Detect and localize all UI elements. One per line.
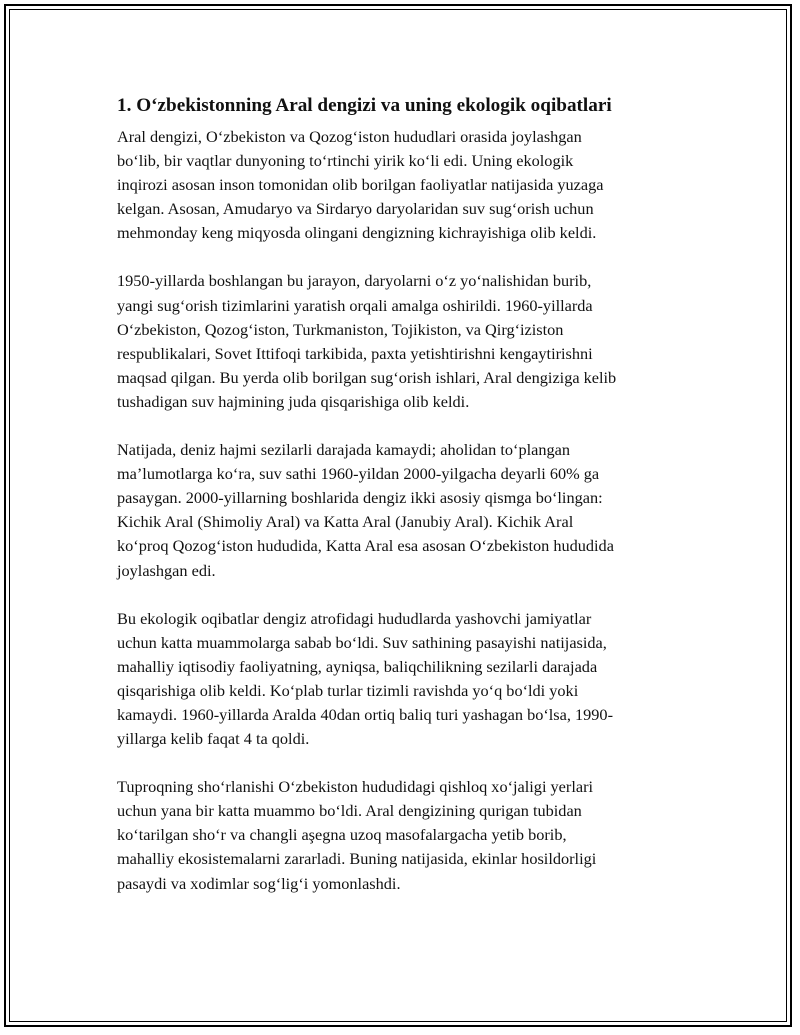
paragraph-1: Aral dengizi, O‘zbekiston va Qozog‘iston hududlari orasida joylashgan bo‘lib, bir vaqtlar dunyoning to‘rtinchi yirik ko‘li edi. Uning ekologik inqirozi asosan inson tomonidan olib borilgan faoliyatlar natijasida yuzaga kelgan. Asosan, Amudaryo va Sirdaryo daryolaridan suv sug‘orish uchun mehmonday keng miqyosda olingani dengizning kichrayishiga olib keldi. [117,127,604,243]
paragraph-4: Bu ekologik oqibatlar dengiz atrofidagi hududlarda yashovchi jamiyatlar uchun katta muammolarga sabab bo‘ldi. Suv sathining pasayishi natijasida, mahalliy iqtisodiy faoliyatning, ayniqsa, baliqchilikning sezilarli darajada qisqarishiga olib keldi. Ko‘plab turlar tizimli ravishda yo‘q bo‘ldi yoki kamaydi. 1960-yillarda Aralda 40dan ortiq baliq turi yashagan bo‘lsa, 1990- yillarga kelib faqat 4 ta qoldi. [117,608,613,749]
paragraph-3: Natijada, deniz hajmi sezilarli darajada kamaydi; aholidan to‘plangan ma’lumotlarga ko‘ra, suv sathi 1960-yildan 2000-yilgacha deyarli 60% ga pasaygan. 2000-yillarning boshlarida dengiz ikki asosiy qismga bo‘lingan: Kichik Aral (Shimoliy Aral) va Katta Aral (Janubiy Aral). Kichik Aral ko‘proq Qozog‘iston hududida, Katta Aral esa asosan O‘zbekiston hududida joylashgan edi. [117,440,614,580]
paragraph-2: 1950-yillarda boshlangan bu jarayon, daryolarni o‘z yo‘nalishidan burib, yangi sug‘orish tizimlarini yaratish orqali amalga oshirildi. 1960-yillarda O‘zbekiston, Qozog‘iston, Turkmaniston, Tojikiston, va Qirg‘iziston respublikalari, Sovet Ittifoqi tarkibida, paxta yetishtirishni kengaytirishni maqsad qilgan. Bu yerda olib borilgan sug‘orish ishlari, Aral dengiziga kelib tushadigan suv hajmining juda qisqarishiga olib keldi. [117,271,617,411]
section-title: 1. O‘zbekistonning Aral dengizi va uning ekologik oqibatlari [117,95,612,116]
paragraph-5: Tuproqning sho‘rlanishi O‘zbekiston hududidagi qishloq xo‘jaligi yerlari uchun yana bir katta muammo bo‘ldi. Aral dengizining qurigan tubidan ko‘tarilgan sho‘r va changli aşegna uzoq masofalargacha yetib borib, mahalliy ekosistemalarni zararladi. Buning natijasida, ekinlar hosildorligi pasaydi va xodimlar sog‘lig‘i yomonlashdi. [117,777,597,893]
document-body [117,92,687,920]
